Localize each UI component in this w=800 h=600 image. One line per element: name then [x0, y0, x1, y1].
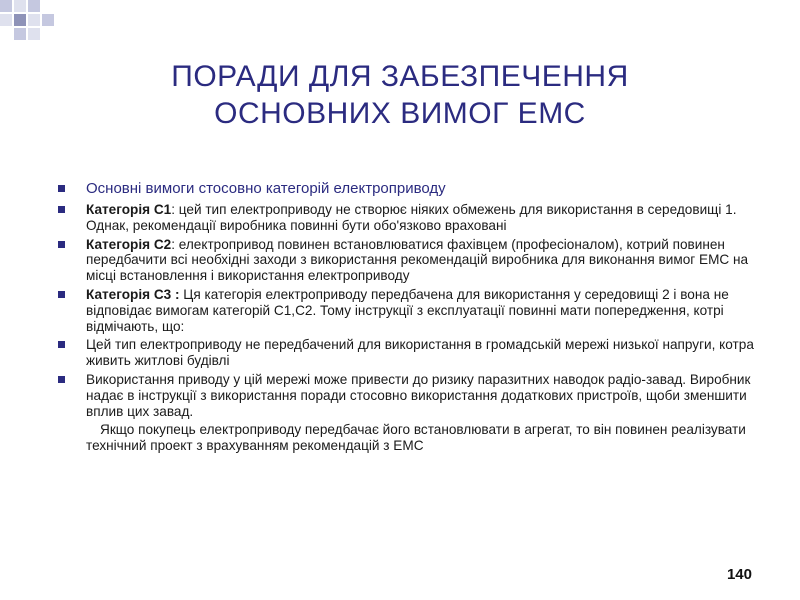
square-bullet-icon: [58, 206, 65, 213]
square-bullet-icon: [58, 376, 65, 383]
title-line-1: ПОРАДИ ДЛЯ ЗАБЕЗПЕЧЕННЯ: [171, 60, 629, 93]
deco-square: [14, 0, 26, 12]
lead-item: [58, 180, 758, 197]
item-text: Використання приводу у цій мережі може привести до ризику паразитних наводок радіо-завад. Виробник надає в інструкції з використання поради стосовно використання додаткових пристроїв, щоби зменшити вплив цих завад.: [86, 371, 751, 419]
lead-text: Основні вимоги стосовно категорій електроприводу: [86, 180, 446, 197]
square-bullet-icon: [58, 291, 65, 298]
item-text: Цей тип електроприводу не передбачений для використання в громадській мережі низької напруги, котра живить житлові будівлі: [86, 337, 754, 369]
category-text: : цей тип електроприводу не створює ніяких обмежень для використання в середовищі 1. Однак, рекомендації виробника повинні бути обо'язково враховані: [86, 202, 737, 233]
square-bullet-icon: [58, 341, 65, 348]
title-line-2: ОСНОВНИХ ВИМОГ ЕМС: [214, 97, 586, 130]
deco-square: [28, 0, 40, 12]
deco-square: [14, 14, 26, 26]
category-label: Категорія С1: [86, 202, 172, 217]
square-bullet-icon: [58, 185, 65, 192]
category-text: Ця категорія електроприводу передбачена для використання у середовищі 2 і вона не відповідає вимогам категорій С1,С2. Тому інструкції з експлуатації повинні мати попередження, котрі відмічають, що:: [86, 286, 729, 334]
page-number: 140: [726, 566, 752, 583]
category-label: Категорія С2: [86, 236, 172, 252]
list-item-c2: [58, 237, 758, 284]
slide-title: [60, 58, 740, 132]
deco-square: [0, 14, 12, 26]
deco-square: [42, 14, 54, 26]
category-text: : електропривод повинен встановлюватися фахівцем (професіоналом), котрий повинен передбачити всі необхідні заходи з використання рекомендацій виробника для виконання вимог ЕМС на місці встановлення і використання електроприводу: [86, 236, 749, 284]
deco-square: [28, 14, 40, 26]
list-item-warning-1: [58, 337, 758, 369]
deco-square: [14, 28, 26, 40]
category-label: Категорія С3 :: [86, 286, 180, 302]
deco-square: [28, 28, 40, 40]
square-bullet-icon: [58, 241, 65, 248]
slide-content: [58, 180, 758, 454]
note-text: Якщо покупець електроприводу передбачає його встановлювати в агрегат, то він повинен реалізувати технічний проект з врахуванням рекомендацій з ЕМС: [86, 422, 746, 454]
corner-decoration: [0, 0, 70, 50]
deco-square: [0, 0, 12, 12]
list-item-c3: [58, 287, 758, 334]
list-item-c1: [58, 202, 758, 234]
list-item-warning-2: [58, 372, 758, 419]
